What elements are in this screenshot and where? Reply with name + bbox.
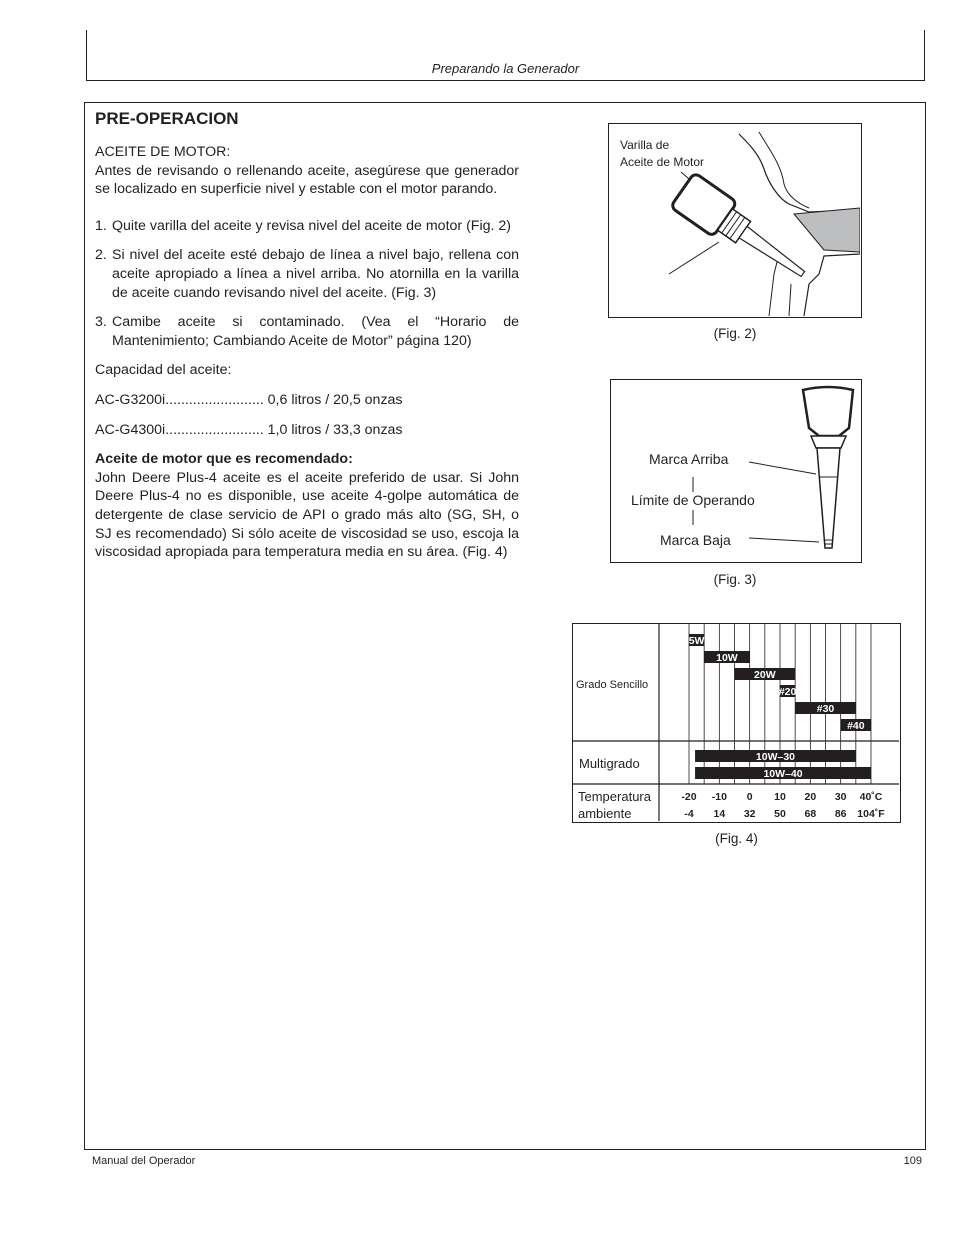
step-item <box>95 217 519 236</box>
viscosity-bar-label: #20 <box>778 686 797 698</box>
fig3-dipstick-marks <box>610 379 862 563</box>
dipstick-rod <box>739 226 807 279</box>
viscosity-bar-label: 10W <box>716 652 738 664</box>
viscosity-bar-label: 20W <box>754 669 776 681</box>
mark-high-leader <box>749 462 816 474</box>
intro-paragraph: Antes de revisando o rellenando aceite, asegúrese que generador se localizado en superficie nivel y estable con el motor parando. <box>95 162 519 198</box>
dipstick-label-line1: Varilla de <box>620 138 670 152</box>
celsius-tick-label: 10 <box>774 791 786 803</box>
dipstick-label-line2: Aceite de Motor <box>620 155 705 169</box>
step-text: Quite varilla del aceite y revisa nivel del aceite de motor (Fig. 2) <box>112 217 512 234</box>
main-text-column <box>95 108 519 562</box>
dipstick-cap <box>803 387 853 436</box>
viscosity-bar-label: 10W–30 <box>755 751 796 763</box>
oil-heading: ACEITE DE MOTOR: <box>95 144 231 160</box>
fahrenheit-tick-label: 14 <box>713 808 726 820</box>
step-text: Si nivel del aceite esté debajo de línea a nivel bajo, rellena con aceite apropiado a línea a nivel arriba. No atornilla en la varilla de aceite cuando revisando nivel del aceite. (Fig. 3) <box>112 247 519 301</box>
celsius-tick-label: -10 <box>711 791 727 803</box>
engine-block-shading <box>794 208 860 252</box>
mark-low-label: Marca Baja <box>660 532 731 548</box>
step-number: 1. <box>95 217 107 234</box>
multigrade-row-label: Multigrado <box>579 756 640 771</box>
step-item <box>95 313 519 350</box>
fig2-dipstick-illustration <box>608 123 862 318</box>
temperature-row-label-line2: ambiente <box>578 806 632 821</box>
capacity-label: Capacidad del aceite: <box>95 362 232 379</box>
fahrenheit-tick-label: 68 <box>804 808 817 820</box>
fig4-viscosity-chart <box>572 623 901 823</box>
celsius-tick-label: 30 <box>834 791 847 803</box>
celsius-tick-label: 40˚C <box>859 791 883 803</box>
page-number: 109 <box>903 1155 922 1167</box>
step-number: 3. <box>95 314 107 331</box>
fahrenheit-tick-label: 32 <box>743 808 756 820</box>
viscosity-bar-label: #40 <box>847 720 865 732</box>
recommended-heading: Aceite de motor que es recomendado: <box>95 451 353 468</box>
step-item <box>95 246 519 302</box>
operating-limit-label: Límite de Operando <box>631 492 755 508</box>
viscosity-chart-svg <box>573 624 899 821</box>
fahrenheit-tick-label: 50 <box>774 808 786 820</box>
step-text: Camibe aceite si contaminado. (Vea el “Horario de Mantenimiento; Cambiando Aceite de Motor” página 120) <box>112 314 519 349</box>
fahrenheit-tick-label: -4 <box>684 808 694 820</box>
mark-high-label: Marca Arriba <box>649 451 729 467</box>
single-grade-row-label: Grado Sencillo <box>576 679 649 691</box>
celsius-tick-label: 0 <box>746 791 753 803</box>
fig2-caption: (Fig. 2) <box>713 326 757 341</box>
viscosity-bar-label: 5W <box>688 635 705 647</box>
dipstick-blade <box>817 448 840 548</box>
recommended-paragraph: John Deere Plus-4 aceite es el aceite preferido de usar. Si John Deere Plus-4 no es disponible, use aceite 4-golpe automática de detergente de clase servicio de API o grado más alto (SG, SH, o SJ es recomendado) Si sólo aceite de viscosidad se uso, escoja la viscosidad apropiada para temperatura media en su área. (Fig. 4) <box>95 469 519 561</box>
dipstick-engine-drawing <box>609 124 860 316</box>
mark-low-leader <box>749 538 819 542</box>
capacity-line: AC-G4300i......................... 1,0 litros / 33,3 onzas <box>95 421 403 438</box>
running-header: Preparando la Generador <box>431 61 580 76</box>
step-number: 2. <box>95 247 107 264</box>
fig4-caption: (Fig. 4) <box>715 831 758 846</box>
temperature-row-label-line1: Temperatura <box>578 789 651 804</box>
fig3-caption: (Fig. 3) <box>713 572 757 587</box>
dipstick-marks-drawing <box>611 380 860 561</box>
fahrenheit-tick-label: 86 <box>834 808 847 820</box>
section-heading: PRE-OPERACION <box>95 109 239 128</box>
viscosity-bar-label: 10W–40 <box>763 768 803 780</box>
capacity-line: AC-G3200i......................... 0,6 litros / 20,5 onzas <box>95 391 403 408</box>
fahrenheit-tick-label: 104˚F <box>857 808 885 820</box>
celsius-tick-label: 20 <box>804 791 817 803</box>
celsius-tick-label: -20 <box>681 791 697 803</box>
viscosity-bar-label: #30 <box>816 703 835 715</box>
footer-manual-title: Manual del Operador <box>92 1155 196 1167</box>
